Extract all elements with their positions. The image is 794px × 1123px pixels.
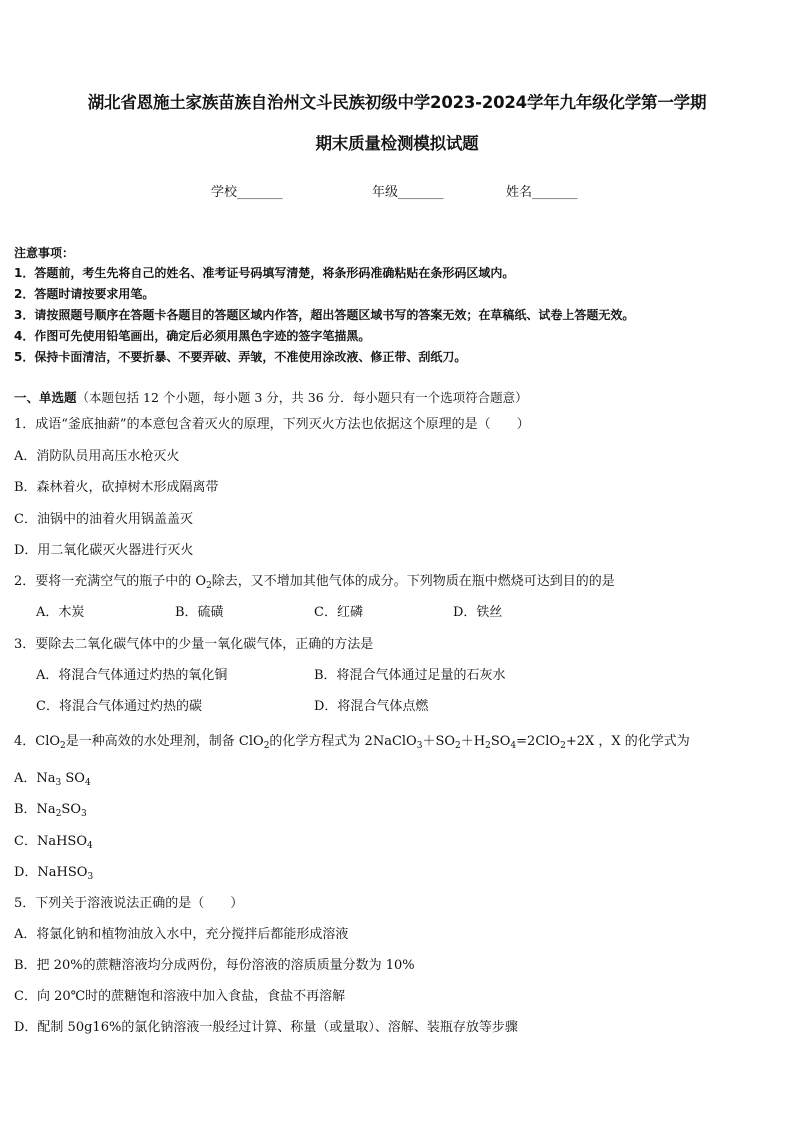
section-title: 一、单选题 [14,390,77,405]
question-5-option-c: C．向 20℃时的蔗糖饱和溶液中加入食盐，食盐不再溶解 [14,989,346,1004]
subscript: 3 [55,778,62,787]
subscript: 2 [263,741,270,750]
question-1-option-b: B．森林着火，砍掉树木形成隔离带 [14,480,219,495]
subscript: 3 [416,741,423,750]
question-2-stem-part: 2．要将一充满空气的瓶子中的 O [14,574,207,589]
question-4-equation: ＋H [460,734,486,749]
option-text: C．NaHSO [14,834,87,849]
question-4-option-b [14,801,770,818]
subscript: 2 [485,741,491,750]
section-description: （本题包括 12 个小题，每小题 3 分，共 36 分．每小题只有一个选项符合题意） [76,390,528,405]
question-4-equation: =2ClO [516,734,561,749]
name-field: 姓名_______ [506,185,578,200]
question-1-option-d: D．用二氧化碳灭火器进行灭火 [14,543,194,558]
question-3-option-d: D．将混合气体点燃 [314,699,429,714]
section-heading [14,389,770,406]
exam-title-line-2: 期末质量检测模拟试题 [315,134,479,153]
question-4-stem-part: 4．ClO [14,734,61,749]
subscript: 2 [455,741,461,750]
grade-field: 年级_______ [372,185,444,200]
question-2-stem [14,573,770,590]
notice-item: 3．请按照题号顺序在答题卡各题目的答题区域内作答，超出答题区域书写的答案无效；在草稿纸、试卷上答题无效。 [14,308,635,322]
question-1-stem: 1．成语“釜底抽薪”的本意包含着灭火的原理，下列灭火方法也依据这个原理的是（ ） [14,417,530,432]
question-1-option-a: A．消防队员用高压水枪灭火 [14,449,180,464]
question-4-equation: SO [490,734,511,749]
question-3-stem: 3．要除去二氧化碳气体中的少量一氧化碳气体，正确的方法是 [14,637,374,652]
question-1-option-c: C．油锅中的油着火用锅盖盖灭 [14,512,193,527]
subscript: 3 [81,809,87,818]
question-4-option-d [14,864,770,881]
question-2-option-c: C．红磷 [314,605,363,620]
subscript: 2 [55,809,62,818]
question-3-option-b: B．将混合气体通过足量的石灰水 [314,668,506,683]
subscript: 2 [60,741,66,750]
question-4-stem-part: +2X ，X 的化学式为 [565,734,690,749]
option-text: SO [61,802,81,817]
question-4-stem-part: 是一种高效的水处理剂，制备 ClO [65,734,264,749]
question-2-option-a: A．木炭 [36,605,85,620]
question-5-stem: 5．下列关于溶液说法正确的是（ ） [14,896,244,911]
subscript: 4 [510,741,517,750]
subscript: 2 [206,581,212,590]
subscript: 2 [560,741,566,750]
question-3-option-a: A．将混合气体通过灼热的氧化铜 [36,668,228,683]
option-text: B．Na [14,802,56,817]
notice-item: 2．答题时请按要求用笔。 [14,287,155,301]
exam-title-line-1: 湖北省恩施土家族苗族自治州文斗民族初级中学2023-2024学年九年级化学第一学期 [87,93,707,112]
option-text: D．NaHSO [14,865,88,880]
question-4-equation: ＋SO [422,734,456,749]
question-4-equation: 的化学方程式为 2NaClO [269,734,417,749]
notice-item: 1．答题前，考生先将自己的姓名、准考证号码填写清楚，将条形码准确粘贴在条形码区域内。 [14,266,515,280]
subscript: 4 [84,778,91,787]
question-4-stem [14,733,770,750]
notice-item: 4．作图可先使用铅笔画出，确定后必须用黑色字迹的签字笔描黑。 [14,329,371,343]
question-5-option-d: D．配制 50g16%的氯化钠溶液一般经过计算、称量（或量取）、溶解、装瓶存放等步骤 [14,1020,518,1035]
notice-item: 5．保持卡面清洁，不要折暴、不要弄破、弄皱，不准使用涂改液、修正带、刮纸刀。 [14,350,467,364]
school-field: 学校_______ [211,185,283,200]
option-text: A．Na [14,771,56,786]
question-2-option-b: B．硫磺 [175,605,224,620]
question-3-option-c: C．将混合气体通过灼热的碳 [36,699,202,714]
question-4-option-a [14,770,770,787]
question-2-option-d: D．铁丝 [453,605,503,620]
option-text: SO [61,771,85,786]
question-2-stem-part: 除去，又不增加其他气体的成分。下列物质在瓶中燃烧可达到目的的是 [211,574,615,589]
question-5-option-a: A．将氯化钠和植物油放入水中，充分搅拌后都能形成溶液 [14,927,349,942]
question-5-option-b: B．把 20%的蔗糖溶液均分成两份，每份溶液的溶质质量分数为 10% [14,958,415,973]
subscript: 3 [87,872,94,881]
subscript: 4 [86,841,93,850]
question-4-option-c [14,833,770,850]
notice-heading: 注意事项： [14,246,75,260]
